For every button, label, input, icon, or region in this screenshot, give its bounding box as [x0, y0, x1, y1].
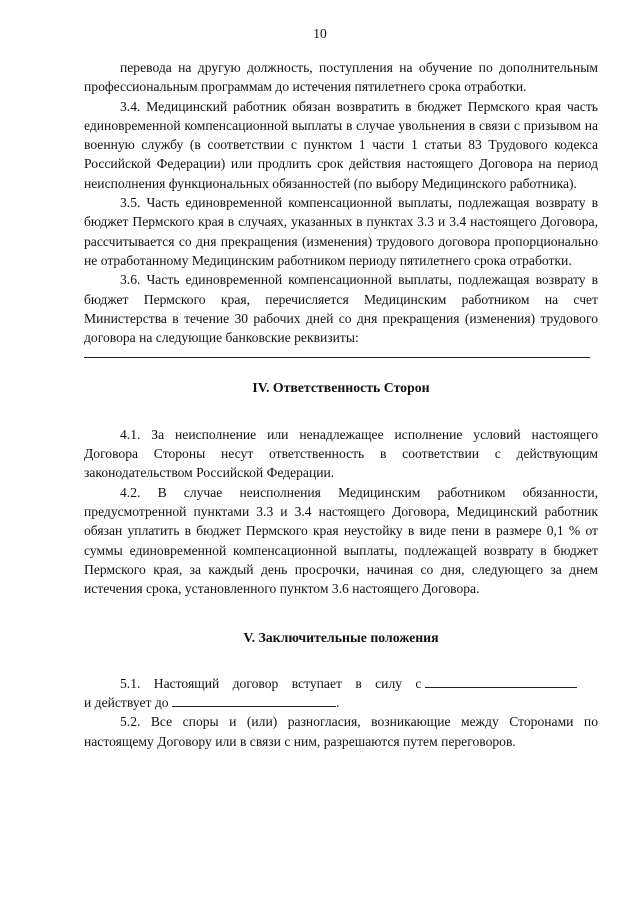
- paragraph-3-4: 3.4. Медицинский работник обязан возвратить в бюджет Пермского края часть единовременной компенсационной выплаты в случае увольнения в связи с призывом на военную службу (в соответствии с пунктом 1 части 1 статьи 83 Трудового кодекса Российской Федерации) или продлить срок действия настоящего Договора на период неисполнения функциональных обязанностей (по выбору Медицинского работника).: [84, 98, 598, 191]
- paragraph-5-1-text-2: и действует до: [84, 695, 169, 711]
- paragraph-3-6: 3.6. Часть единовременной компенсационной выплаты, подлежащая возврату в бюджет Пермского края, перечисляется Медицинским работником на счет Министерства в течение 30 рабочих дней со дня прекращения (изменения) трудового договора на следующие банковские реквизиты:: [84, 272, 598, 346]
- paragraph-continuation: перевода на другую должность, поступления на обучение по дополнительным профессиональным программам до истечения пятилетнего срока отработки.: [84, 60, 598, 95]
- section-5-heading: V. Заключительные положения: [243, 630, 439, 646]
- section-4-heading: IV. Ответственность Сторон: [252, 380, 430, 396]
- end-date-blank: [172, 693, 336, 707]
- effective-date-blank: [425, 674, 577, 688]
- paragraph-5-1: [84, 674, 598, 713]
- paragraph-4-2: 4.2. В случае неисполнения Медицинским работником обязанности, предусмотренной пунктами 3.3 и 3.4 настоящего Договора, Медицинский работник обязан уплатить в бюджет Пермского края неустойку в виде пени в размере 0,1 % от суммы единовременной компенсационной выплаты, подлежащей возврату в бюджет Пермского края, за каждый день просрочки, начиная со дня, следующего за днем истечения срока, установленного пунктом 3.6 настоящего Договора.: [84, 484, 598, 597]
- paragraph-5-1-text: 5.1. Настоящий договор вступает в силу с: [120, 675, 422, 691]
- paragraph-5-1-period: .: [335, 695, 340, 711]
- paragraph-4-1: 4.1. За неисполнение или ненадлежащее исполнение условий настоящего Договора Стороны несут ответственность в соответствии с действующим законодательством Российской Федерации.: [84, 426, 598, 481]
- paragraph-3-5: 3.5. Часть единовременной компенсационной выплаты, подлежащая возврату в бюджет Пермского края в случаях, указанных в пунктах 3.3 и 3.4 настоящего Договора, рассчитывается со дня прекращения (изменения) трудового договора пропорционально не отработанному Медицинским работником периоду пятилетнего срока отработки.: [84, 195, 598, 268]
- paragraph-5-2: 5.2. Все споры и (или) разногласия, возникающие между Сторонами по настоящему Договору или в связи с ним, разрешаются путем переговоров.: [84, 714, 598, 749]
- page-number: 10: [313, 26, 327, 41]
- document-body: [84, 58, 598, 751]
